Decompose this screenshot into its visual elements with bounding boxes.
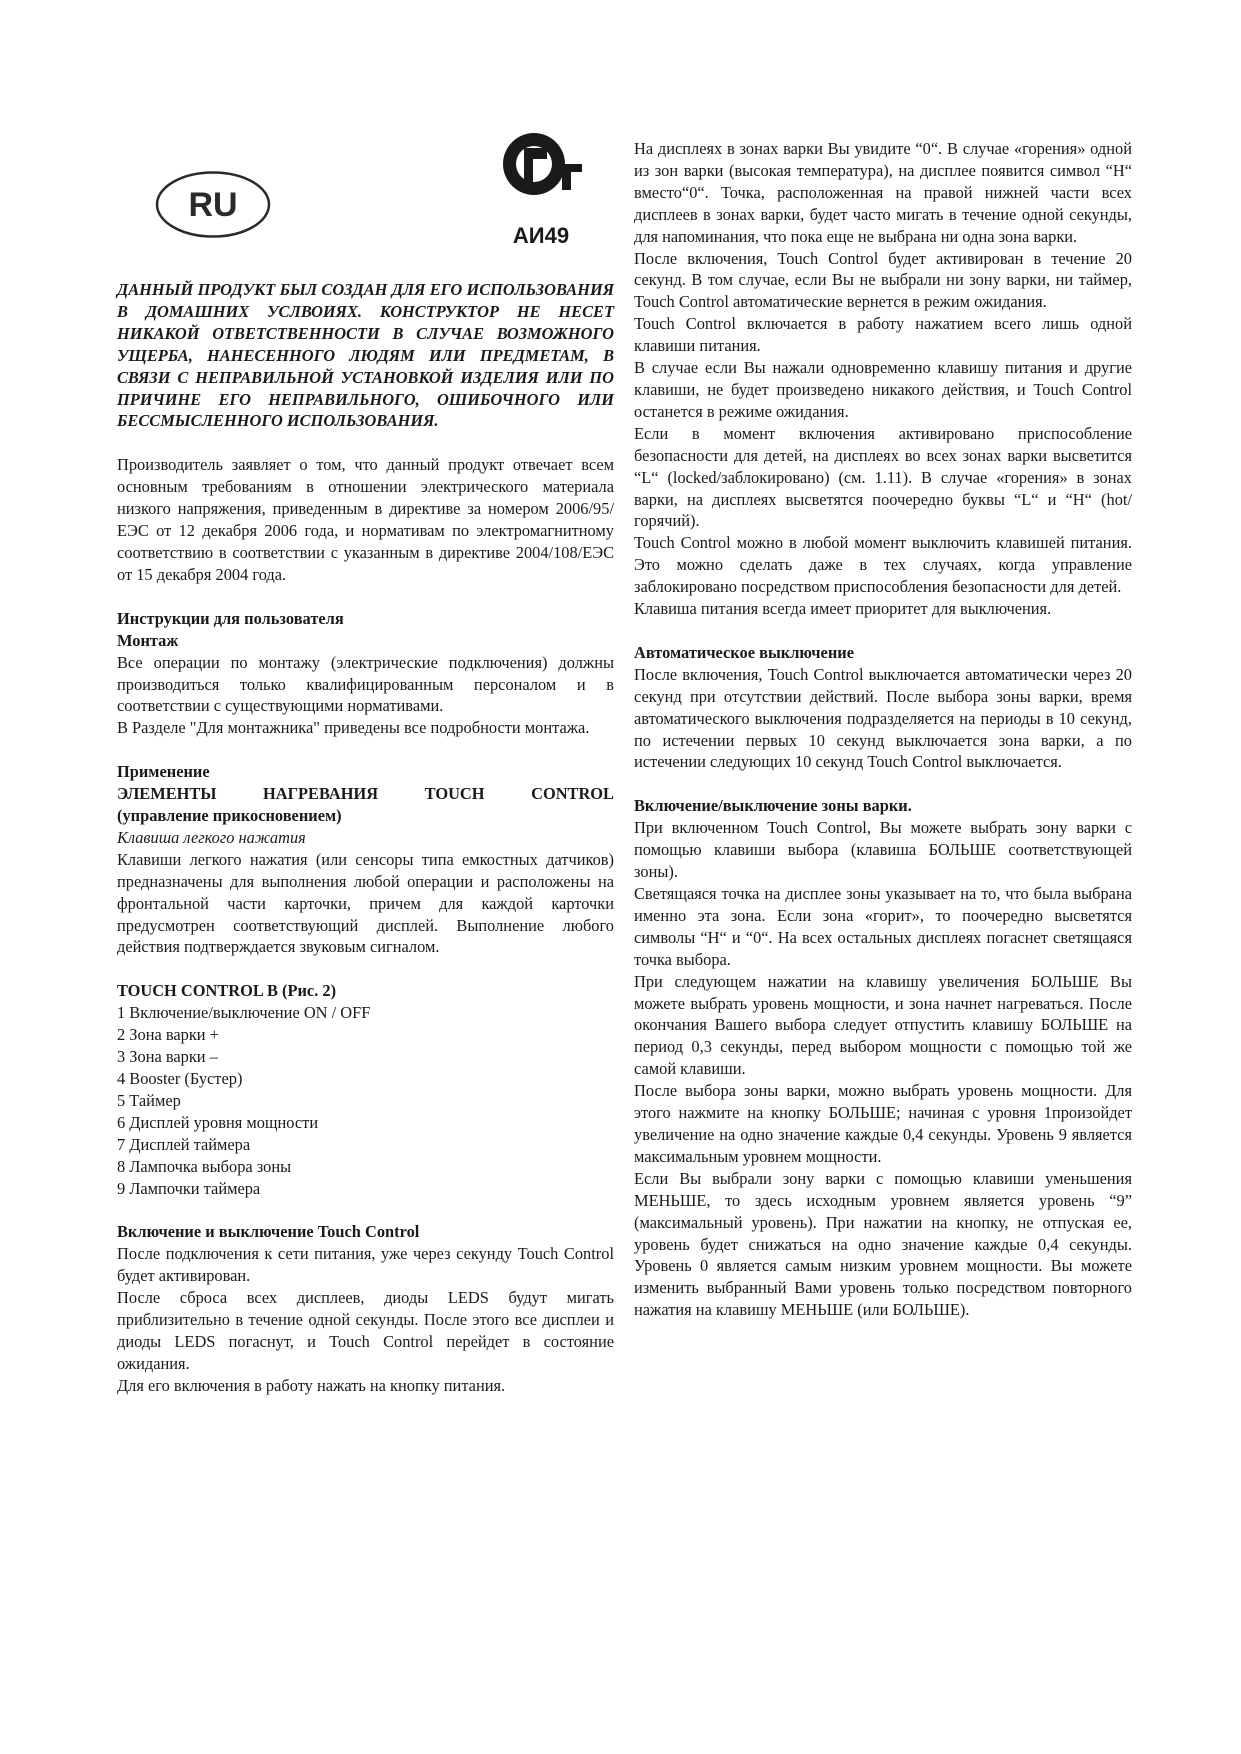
zone-paragraph: Светящаяся точка на дисплее зоны указывает на то, что была выбрана именно эта зона. Если зона «горит», то поочередно высветятся символы “Н“ и “0“. На всех остальных дисплеях погаснет светящаяся точка выбора. xyxy=(634,884,1132,969)
mount-paragraph: В Разделе "Для монтажника" приведены все подробности монтажа. xyxy=(117,718,590,738)
child-lock-paragraph: Если в момент включения активировано приспособление безопасности для детей, на дисплеях во всех зонах варки высветится “L“ (locked/заблокировано) (см. 1.11). В случае «горения» в зонах варки, на дисплеях высветятся поочередно буквы “L“ и “Н“ (hot/горячий). xyxy=(634,423,1132,531)
onoff-paragraph: После подключения к сети питания, уже через секунду Touch Control будет активирован. xyxy=(117,1244,614,1286)
left-column xyxy=(117,279,614,1397)
switch-off-paragraph: Touch Control можно в любой момент выключить клавишей питания. Это можно сделать даже в тех случаях, когда управление заблокировано посредством приспособления безопасности для детей. xyxy=(634,533,1132,597)
usage-heading: Применение xyxy=(117,762,210,782)
list-item: 3 Зона варки – xyxy=(117,1047,218,1067)
light-key-heading: Клавиша легкого нажатия xyxy=(117,827,306,847)
mount-heading: Монтаж xyxy=(117,630,179,650)
zone-paragraph: После выбора зоны варки, можно выбрать уровень мощности. Для этого нажмите на кнопку БОЛЬШЕ; начиная с уровня 1произойдет увеличение на одно значение каждые 0,4 секунды. Уровень 9 является максимальным уровнем мощности. xyxy=(634,1081,1132,1166)
onoff-heading: Включение и выключение Touch Control xyxy=(117,1222,420,1242)
elements-heading: ЭЛЕМЕНТЫ НАГРЕВАНИЯ TOUCH CONTROL xyxy=(117,784,614,804)
pct-code: АИ49 xyxy=(512,223,570,248)
auto-off-heading: Автоматическое выключение xyxy=(634,642,854,662)
zone-paragraph: При следующем нажатии на клавишу увеличения БОЛЬШЕ Вы можете выбрать уровень мощности, и зона начнет нагреваться. После окончания Вашего выбора следует отпустить клавишу БОЛЬШЕ на период 0,3 секунды, перед выбором мощности с помощью той же самой клавиши. xyxy=(634,971,1132,1079)
list-item: 1 Включение/выключение ON / OFF xyxy=(117,1003,371,1023)
priority-paragraph: Клавиша питания всегда имеет приоритет для выключения. xyxy=(634,599,1052,619)
declaration-text: Производитель заявляет о том, что данный продукт отвечает всем основным требованиям в отношении электрического материала низкого напряжения, приведенным в директиве за номером 2006/95/ЕЭС от 12 декабря 2006 года, и нормативам по электромагнитному соответствию в соответствии с указанным в директиве 2004/108/ЕЭС от 15 декабря 2004 года. xyxy=(117,455,614,584)
pct-certification-mark xyxy=(500,128,582,254)
zone-paragraph: При включенном Touch Control, Вы можете выбрать зону варки с помощью клавиши выбора (клавиша БОЛЬШЕ соответствующей зоны). xyxy=(634,818,1132,882)
list-item: 8 Лампочка выбора зоны xyxy=(117,1156,292,1176)
simultaneous-keys-paragraph: В случае если Вы нажали одновременно клавишу питания и другие клавиши, не будет произведено никакого действия, и Touch Control останется в режиме ожидания. xyxy=(634,358,1132,421)
list-item: 4 Booster (Бустер) xyxy=(117,1069,243,1088)
warning-notice: ДАННЫЙ ПРОДУКТ БЫЛ СОЗДАН ДЛЯ ЕГО ИСПОЛЬЗОВАНИЯ В ДОМАШНИХ УСЛВОИЯХ. КОНСТРУКТОР НЕ НЕСЕТ НИКАКОЙ ОТВЕТСТВЕННОСТИ В СЛУЧАЕ ВОЗМОЖНОГО УЩЕРБА, НАНЕСЕННОГО ЛЮДЯМ ИЛИ ПРЕДМЕТАМ, В СВЯЗИ С НЕПРАВИЛЬНОЙ УСТАНОВКОЙ ИЗДЕЛИЯ ИЛИ ПО ПРИЧИНЕ ЕГО НЕПРАВИЛЬНОГО, ОШИБОЧНОГО ИЛИ БЕССМЫСЛЕННОГО ИСПОЛЬЗОВАНИЯ. xyxy=(117,280,614,431)
touch-control-b-heading: TOUCH CONTROL B (Рис. 2) xyxy=(117,981,337,1001)
list-item: 5 Таймер xyxy=(117,1090,181,1110)
right-column xyxy=(634,138,1132,1321)
onoff-paragraph: После сброса всех дисплеев, диоды LEDS будут мигать приблизительно в течение одной секунды. После этого все дисплеи и диоды LEDS погаснут, и Touch Control перейдет в состояние ожидания. xyxy=(117,1288,614,1373)
mount-paragraph: Все операции по монтажу (электрические подключения) должны производиться только квалифицированным персоналом и в соответствии с существующими нормативами. xyxy=(117,652,614,716)
zone-heading: Включение/выключение зоны варки. xyxy=(634,796,912,816)
zone-paragraph: Если Вы выбрали зону варки с помощью клавиши уменьшения МЕНЬШЕ, то здесь исходным уровнем является уровень “9” (максимальный уровень). При нажатии на кнопку, не отпуская ее, уровень будет снижаться на одно значение каждые 0,4 секунды. Уровень 0 является самым низким уровнем мощности. Вы можете изменить выбранный Вами уровень только посредством повторного нажатия на клавишу МЕНЬШЕ (или БОЛЬШЕ). xyxy=(634,1168,1132,1320)
list-item: 7 Дисплей таймера xyxy=(117,1134,251,1154)
light-key-text: Клавиши легкого нажатия (или сенсоры типа емкостных датчиков) предназначены для выполнения любой операции и расположены на фронтальной части карточки, причем для каждой карточки предусмотрен соответствующий дисплей. Выполнение любого действия подтверждается звуковым сигналом. xyxy=(117,849,614,957)
display-paragraph: На дисплеях в зонах варки Вы увидите “0“. В случае «горения» одной из зон варки (высокая температура), на дисплее появится символ “Н“ вместо“0“. Точка, расположенная на правой нижней части всех дисплеев в зонах варки, будет часто мигать в течение одной секунды, для напоминания, что пока еще не выбрана ни одна зона варки. xyxy=(634,139,1132,246)
list-item: 6 Дисплей уровня мощности xyxy=(117,1112,319,1132)
activation-paragraph: После включения, Touch Control будет активирован в течение 20 секунд. В том случае, если Вы не выбрали ни зону варки, ни таймер, Touch Control автоматические вернется в режим ожидания. xyxy=(634,248,1132,312)
list-item: 2 Зона варки + xyxy=(117,1025,219,1045)
ru-logo-text: RU xyxy=(188,186,238,224)
power-key-paragraph: Touch Control включается в работу нажатием всего лишь одной клавиши питания. xyxy=(634,314,1132,356)
touch-control-b-list xyxy=(117,1002,614,1199)
list-item: 9 Лампочки таймера xyxy=(117,1178,261,1198)
elements-subheading: (управление прикосновением) xyxy=(117,806,342,826)
ru-logo xyxy=(154,169,272,240)
auto-off-text: После включения, Touch Control выключается автоматически через 20 секунд при отсутствии действий. После выбора зоны варки, время автоматического выключения подразделяется на периоды в 10 секунд, по истечении первых 10 секунд выключается зона варки, а по истечении следующих 10 секунд Touch Control выключается. xyxy=(634,664,1132,772)
instructions-heading: Инструкции для пользователя xyxy=(117,608,344,628)
onoff-paragraph: Для его включения в работу нажать на кнопку питания. xyxy=(117,1375,506,1395)
